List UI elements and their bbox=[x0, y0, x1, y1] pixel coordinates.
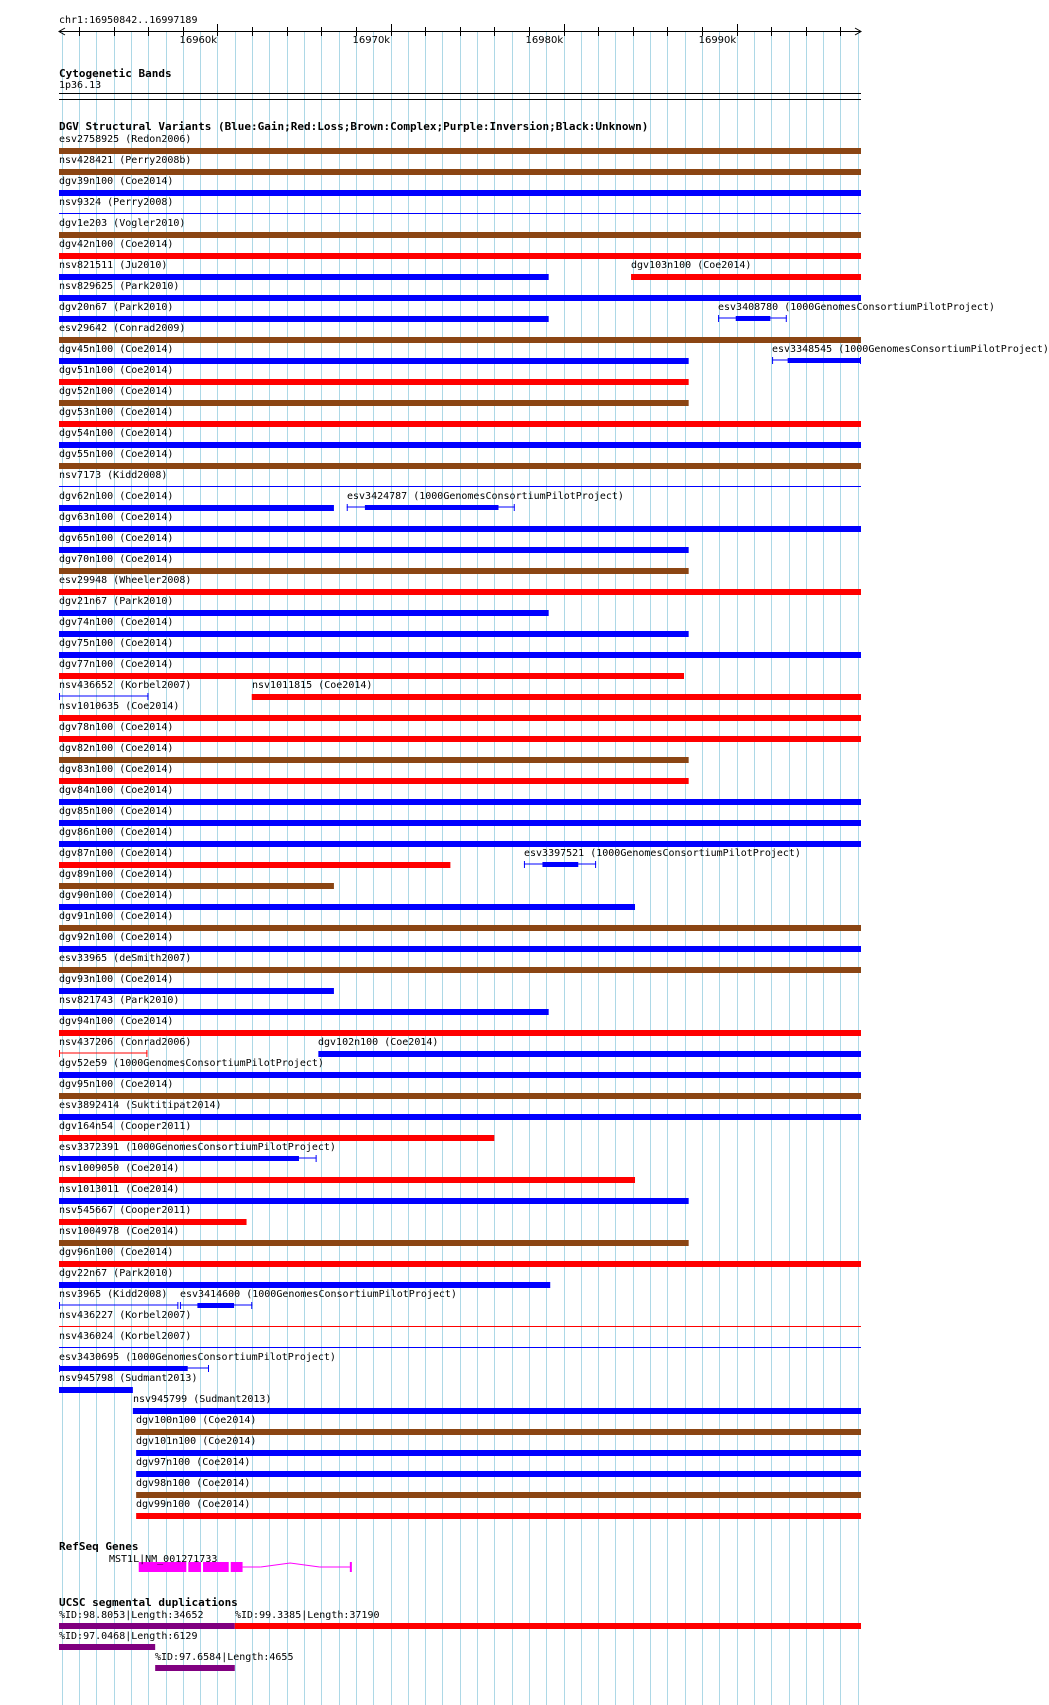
variant-label: dgv77n100 (Coe2014) bbox=[59, 659, 174, 670]
variant-bar bbox=[133, 1408, 861, 1414]
variant-label: nsv1004978 (Coe2014) bbox=[59, 1226, 180, 1237]
variant-bar bbox=[59, 337, 861, 343]
variant-bar bbox=[136, 1450, 861, 1456]
variant-label: dgv92n100 (Coe2014) bbox=[59, 932, 174, 943]
variant-label: nsv945799 (Sudmant2013) bbox=[133, 1394, 272, 1405]
variant-bar bbox=[59, 778, 689, 784]
variant-bar bbox=[136, 1492, 861, 1498]
variant-label: esv29642 (Conrad2009) bbox=[59, 323, 186, 334]
segdup-label: %ID:97.6584|Length:4655 bbox=[155, 1652, 294, 1663]
ruler-tick-label: 16960k bbox=[179, 35, 218, 46]
variant-bar bbox=[59, 610, 549, 616]
variant-label: dgv83n100 (Coe2014) bbox=[59, 764, 174, 775]
ruler-tick-label: 16990k bbox=[698, 35, 737, 46]
variant-label: dgv100n100 (Coe2014) bbox=[136, 1415, 257, 1426]
cytoband-label: 1p36.13 bbox=[59, 80, 102, 91]
variant-label: dgv20n67 (Park2010) bbox=[59, 302, 174, 313]
segdup-bar bbox=[235, 1623, 861, 1629]
variant-bar bbox=[59, 169, 861, 175]
variant-label: dgv96n100 (Coe2014) bbox=[59, 1247, 174, 1258]
segdup-bar bbox=[155, 1665, 235, 1671]
variant-bar bbox=[59, 883, 334, 889]
variant-label: nsv545667 (Cooper2011) bbox=[59, 1205, 192, 1216]
variant-bar bbox=[542, 862, 578, 867]
variant-label: esv2758925 (Redon2006) bbox=[59, 134, 192, 145]
variant-bar bbox=[59, 295, 861, 301]
variant-label: esv3892414 (Suktitipat2014) bbox=[59, 1100, 222, 1111]
variant-label: dgv62n100 (Coe2014) bbox=[59, 491, 174, 502]
variant-label: dgv51n100 (Coe2014) bbox=[59, 365, 174, 376]
variant-bar bbox=[59, 253, 861, 259]
variant-label: dgv70n100 (Coe2014) bbox=[59, 554, 174, 565]
variant-bar bbox=[59, 1177, 635, 1183]
variant-label: dgv85n100 (Coe2014) bbox=[59, 806, 174, 817]
variant-label: dgv98n100 (Coe2014) bbox=[136, 1478, 251, 1489]
segdup-label: %ID:99.3385|Length:37190 bbox=[235, 1610, 380, 1621]
variant-bar bbox=[59, 841, 861, 847]
variant-label: nsv9324 (Perry2008) bbox=[59, 197, 174, 208]
variant-bar bbox=[318, 1051, 861, 1057]
variant-bar bbox=[59, 274, 549, 280]
variant-label: dgv55n100 (Coe2014) bbox=[59, 449, 174, 460]
variant-label: esv29948 (Wheeler2008) bbox=[59, 575, 192, 586]
variant-bar bbox=[252, 694, 861, 700]
variant-label: dgv42n100 (Coe2014) bbox=[59, 239, 174, 250]
variant-label: dgv164n54 (Cooper2011) bbox=[59, 1121, 192, 1132]
variant-label: dgv82n100 (Coe2014) bbox=[59, 743, 174, 754]
variant-label: nsv3965 (Kidd2008) bbox=[59, 1289, 168, 1300]
variant-label: dgv90n100 (Coe2014) bbox=[59, 890, 174, 901]
variant-label: dgv22n67 (Park2010) bbox=[59, 1268, 174, 1279]
variant-label: dgv84n100 (Coe2014) bbox=[59, 785, 174, 796]
variant-bar bbox=[59, 316, 549, 322]
variant-bar bbox=[59, 526, 861, 532]
variant-bar bbox=[59, 442, 861, 448]
variant-bar bbox=[59, 400, 689, 406]
variant-bar bbox=[59, 988, 334, 994]
variant-bar bbox=[136, 1471, 861, 1477]
segdup-bar bbox=[59, 1623, 235, 1629]
variant-bar bbox=[59, 486, 861, 487]
variant-label: nsv7173 (Kidd2008) bbox=[59, 470, 168, 481]
variant-bar bbox=[59, 358, 689, 364]
variant-bar bbox=[788, 358, 861, 363]
variant-label: dgv74n100 (Coe2014) bbox=[59, 617, 174, 628]
variant-label: dgv101n100 (Coe2014) bbox=[136, 1436, 257, 1447]
variant-label: nsv821743 (Park2010) bbox=[59, 995, 180, 1006]
ruler-tick-label: 16980k bbox=[525, 35, 564, 46]
variant-bar bbox=[59, 589, 861, 595]
variant-label: nsv436024 (Korbel2007) bbox=[59, 1331, 192, 1342]
variant-bar bbox=[59, 1219, 247, 1225]
variant-bar bbox=[59, 232, 861, 238]
refseq-gene-label: MST1L|NM_001271733 bbox=[109, 1554, 218, 1565]
variant-label: dgv103n100 (Coe2014) bbox=[631, 260, 752, 271]
variant-bar bbox=[59, 379, 689, 385]
variant-bar bbox=[59, 673, 684, 679]
variant-bar bbox=[59, 1366, 188, 1371]
segdup-label: %ID:98.8053|Length:34652 bbox=[59, 1610, 204, 1621]
variant-label: dgv99n100 (Coe2014) bbox=[136, 1499, 251, 1510]
variant-bar bbox=[59, 1072, 861, 1078]
dgv-track-title: DGV Structural Variants (Blue:Gain;Red:Loss;Brown:Complex;Purple:Inversion;Black:Unknown) bbox=[59, 120, 649, 133]
variant-bar bbox=[59, 547, 689, 553]
variant-label: nsv1009050 (Coe2014) bbox=[59, 1163, 180, 1174]
variant-bar bbox=[59, 925, 861, 931]
variant-bar bbox=[59, 463, 861, 469]
variant-bar bbox=[631, 274, 861, 280]
variant-bar bbox=[59, 1198, 689, 1204]
ruler-tick-label: 16970k bbox=[352, 35, 391, 46]
variant-bar bbox=[59, 757, 689, 763]
variant-label: dgv52n100 (Coe2014) bbox=[59, 386, 174, 397]
variant-label: esv3372391 (1000GenomesConsortiumPilotProject) bbox=[59, 1142, 336, 1153]
gene-exon bbox=[350, 1562, 352, 1572]
variant-bar bbox=[59, 1030, 861, 1036]
gene-exon-gap bbox=[229, 1562, 231, 1572]
variant-bar bbox=[736, 316, 771, 321]
variant-bar bbox=[59, 421, 861, 427]
variant-label: nsv437206 (Conrad2006) bbox=[59, 1037, 192, 1048]
variant-label: nsv1013011 (Coe2014) bbox=[59, 1184, 180, 1195]
variant-label: dgv53n100 (Coe2014) bbox=[59, 407, 174, 418]
variant-label: esv3430695 (1000GenomesConsortiumPilotProject) bbox=[59, 1352, 336, 1363]
variant-label: dgv75n100 (Coe2014) bbox=[59, 638, 174, 649]
variant-bar bbox=[59, 568, 689, 574]
variant-label: nsv436227 (Korbel2007) bbox=[59, 1310, 192, 1321]
variant-bar bbox=[59, 1261, 861, 1267]
variant-label: dgv54n100 (Coe2014) bbox=[59, 428, 174, 439]
variant-label: dgv94n100 (Coe2014) bbox=[59, 1016, 174, 1027]
variant-bar bbox=[59, 1387, 133, 1393]
variant-label: dgv91n100 (Coe2014) bbox=[59, 911, 174, 922]
variant-label: dgv89n100 (Coe2014) bbox=[59, 869, 174, 880]
variant-label: dgv65n100 (Coe2014) bbox=[59, 533, 174, 544]
variant-label: dgv97n100 (Coe2014) bbox=[136, 1457, 251, 1468]
variant-label: nsv436652 (Korbel2007) bbox=[59, 680, 192, 691]
ruler-range-label: chr1:16950842..16997189 bbox=[59, 15, 198, 26]
variant-label: dgv63n100 (Coe2014) bbox=[59, 512, 174, 523]
variant-bar bbox=[59, 1156, 299, 1161]
variant-bar bbox=[59, 213, 861, 214]
variant-label: esv3408780 (1000GenomesConsortiumPilotProject) bbox=[718, 302, 995, 313]
variant-label: dgv52e59 (1000GenomesConsortiumPilotProject) bbox=[59, 1058, 324, 1069]
variant-bar bbox=[59, 1282, 550, 1288]
variant-label: dgv1e203 (Vogler2010) bbox=[59, 218, 186, 229]
variant-label: nsv1011815 (Coe2014) bbox=[252, 680, 373, 691]
variant-label: esv3397521 (1000GenomesConsortiumPilotProject) bbox=[524, 848, 801, 859]
variant-bar bbox=[59, 1009, 549, 1015]
variant-bar bbox=[59, 862, 450, 868]
variant-label: nsv821511 (Ju2010) bbox=[59, 260, 168, 271]
variant-bar bbox=[59, 820, 861, 826]
variant-bar bbox=[59, 1326, 861, 1327]
variant-bar bbox=[136, 1513, 861, 1519]
variant-bar bbox=[59, 1114, 861, 1120]
variant-bar bbox=[136, 1429, 861, 1435]
cytoband-track-title: Cytogenetic Bands bbox=[59, 67, 172, 80]
variant-label: esv3424787 (1000GenomesConsortiumPilotProject) bbox=[347, 491, 624, 502]
variant-label: nsv1010635 (Coe2014) bbox=[59, 701, 180, 712]
variant-label: esv3348545 (1000GenomesConsortiumPilotProject) bbox=[772, 344, 1049, 355]
variant-bar bbox=[59, 967, 861, 973]
variant-bar bbox=[197, 1303, 234, 1308]
variant-bar bbox=[59, 946, 861, 952]
variant-bar bbox=[59, 715, 861, 721]
variant-bar bbox=[59, 799, 861, 805]
variant-label: dgv45n100 (Coe2014) bbox=[59, 344, 174, 355]
variant-label: esv33965 (deSmith2007) bbox=[59, 953, 192, 964]
variant-bar bbox=[59, 652, 861, 658]
variant-bar bbox=[59, 148, 861, 154]
segdup-bar bbox=[59, 1644, 155, 1650]
refseq-track-title: RefSeq Genes bbox=[59, 1540, 139, 1553]
variant-label: nsv829625 (Park2010) bbox=[59, 281, 180, 292]
variant-bar bbox=[59, 631, 689, 637]
variant-bar bbox=[59, 1135, 494, 1141]
variant-label: dgv102n100 (Coe2014) bbox=[318, 1037, 439, 1048]
variant-label: nsv945798 (Sudmant2013) bbox=[59, 1373, 198, 1384]
variant-bar bbox=[59, 1240, 689, 1246]
variant-label: nsv428421 (Perry2008b) bbox=[59, 155, 192, 166]
variant-bar bbox=[59, 736, 861, 742]
variant-bar bbox=[59, 904, 635, 910]
segdup-track-title: UCSC segmental duplications bbox=[59, 1596, 238, 1609]
variant-label: dgv86n100 (Coe2014) bbox=[59, 827, 174, 838]
variant-bar bbox=[59, 1347, 861, 1348]
variant-bar bbox=[59, 1093, 861, 1099]
variant-label: dgv95n100 (Coe2014) bbox=[59, 1079, 174, 1090]
variant-bar bbox=[59, 190, 861, 196]
variant-bar bbox=[365, 505, 499, 510]
variant-label: dgv93n100 (Coe2014) bbox=[59, 974, 174, 985]
variant-label: dgv39n100 (Coe2014) bbox=[59, 176, 174, 187]
variant-label: dgv78n100 (Coe2014) bbox=[59, 722, 174, 733]
variant-label: esv3414600 (1000GenomesConsortiumPilotProject) bbox=[180, 1289, 457, 1300]
variant-bar bbox=[59, 505, 334, 511]
segdup-label: %ID:97.0468|Length:6129 bbox=[59, 1631, 198, 1642]
variant-label: dgv21n67 (Park2010) bbox=[59, 596, 174, 607]
variant-label: dgv87n100 (Coe2014) bbox=[59, 848, 174, 859]
